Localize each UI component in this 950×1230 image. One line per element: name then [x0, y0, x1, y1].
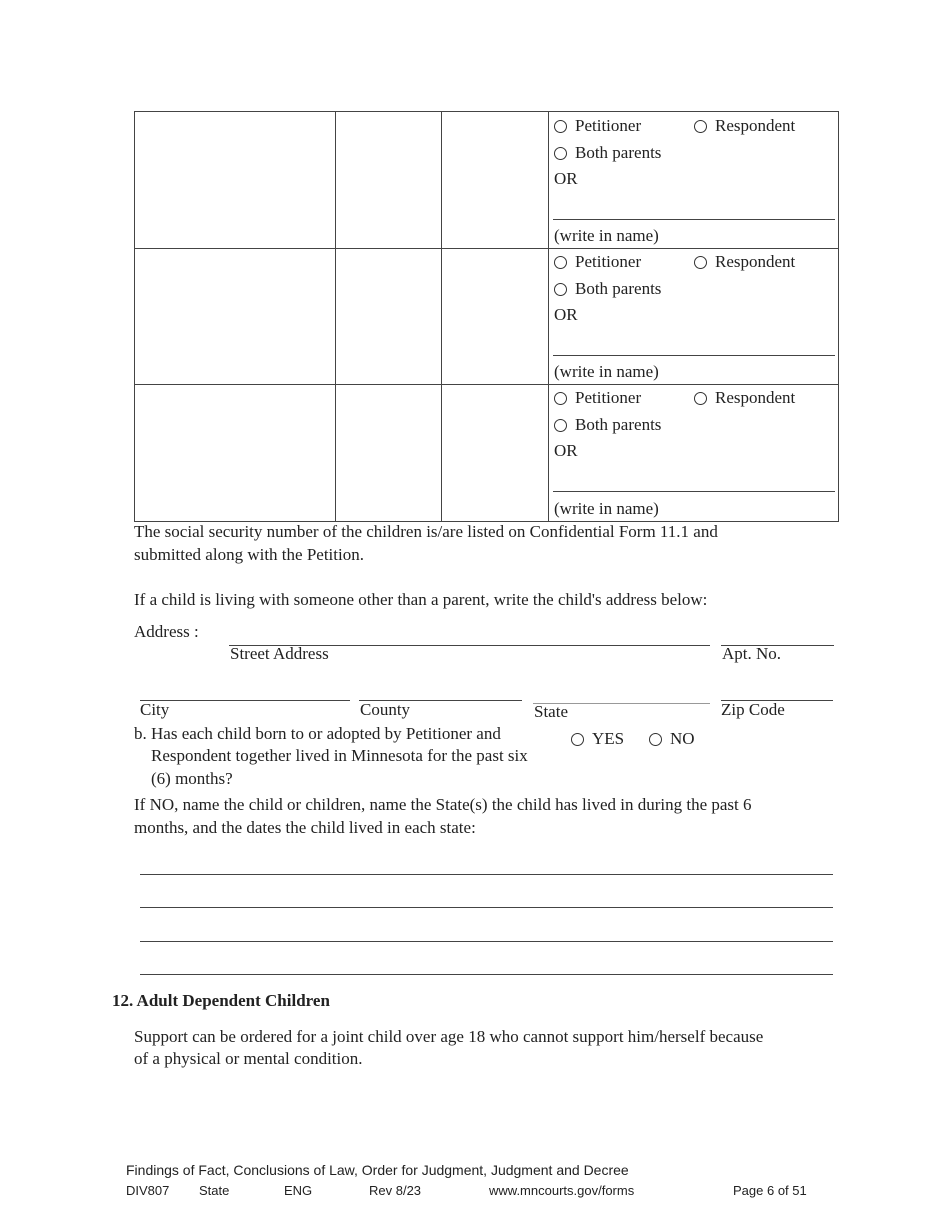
radio-label: Respondent: [715, 252, 796, 271]
street-address-label: Street Address: [230, 644, 329, 663]
radio-label: NO: [670, 729, 695, 748]
radio-circle-icon[interactable]: [649, 733, 662, 746]
radio-circle-icon[interactable]: [554, 283, 567, 296]
footer-language: ENG: [284, 1183, 313, 1198]
radio-circle-icon[interactable]: [694, 120, 707, 133]
radio-label: Both parents: [575, 143, 662, 162]
write-in-name-field[interactable]: [553, 491, 835, 492]
section-12-heading: 12. Adult Dependent Children: [112, 991, 330, 1010]
radio-circle-icon[interactable]: [571, 733, 584, 746]
radio-label: YES: [592, 729, 625, 748]
table-row: [135, 248, 838, 384]
radio-circle-icon[interactable]: [554, 256, 567, 269]
write-in-label: (write in name): [554, 226, 659, 245]
table-row: [135, 384, 838, 520]
radio-circle-icon[interactable]: [554, 419, 567, 432]
ssn-note-line2: submitted along with the Petition.: [134, 545, 364, 564]
question-b-line1: b. Has each child born to or adopted by Petitioner and: [134, 724, 501, 743]
radio-both-parents[interactable]: [554, 414, 661, 436]
footer-title: Findings of Fact, Conclusions of Law, Order for Judgment, Judgment and Decree: [126, 1162, 629, 1178]
write-in-label: (write in name): [554, 499, 659, 518]
radio-yes[interactable]: [571, 728, 624, 750]
answer-line[interactable]: [140, 974, 833, 975]
radio-no[interactable]: [649, 728, 695, 750]
or-text: OR: [554, 441, 578, 460]
state-label: State: [534, 702, 568, 721]
section-12-line2: of a physical or mental condition.: [134, 1049, 363, 1068]
if-no-line2: months, and the dates the child lived in each state:: [134, 818, 476, 837]
write-in-name-field[interactable]: [553, 355, 835, 356]
address-label: Address :: [134, 622, 199, 641]
if-no-line1: If NO, name the child or children, name the State(s) the child has lived in during the past 6: [134, 795, 752, 814]
custody-cell: [549, 112, 839, 248]
footer-jurisdiction: State: [199, 1183, 230, 1198]
footer-website-link[interactable]: www.mncourts.gov/forms: [489, 1183, 635, 1198]
city-label: City: [140, 700, 170, 719]
radio-circle-icon[interactable]: [554, 120, 567, 133]
radio-respondent[interactable]: [694, 387, 795, 409]
ssn-note-line1: The social security number of the children is/are listed on Confidential Form 11.1 and: [134, 522, 718, 541]
radio-circle-icon[interactable]: [554, 392, 567, 405]
radio-circle-icon[interactable]: [694, 392, 707, 405]
zip-code-label: Zip Code: [721, 700, 785, 719]
radio-petitioner[interactable]: [554, 115, 641, 137]
answer-line[interactable]: [140, 907, 833, 908]
question-b-line3: (6) months?: [151, 769, 233, 788]
radio-respondent[interactable]: [694, 251, 795, 273]
apt-no-label: Apt. No.: [722, 644, 782, 663]
or-text: OR: [554, 305, 578, 324]
or-text: OR: [554, 169, 578, 188]
question-b-line2: Respondent together lived in Minnesota for the past six: [151, 746, 528, 765]
radio-label: Respondent: [715, 388, 796, 407]
radio-both-parents[interactable]: [554, 278, 661, 300]
custody-table: [134, 111, 839, 522]
radio-respondent[interactable]: [694, 115, 795, 137]
write-in-name-field[interactable]: [553, 219, 835, 220]
radio-petitioner[interactable]: [554, 251, 641, 273]
radio-label: Respondent: [715, 116, 796, 135]
radio-label: Both parents: [575, 279, 662, 298]
radio-petitioner[interactable]: [554, 387, 641, 409]
answer-line[interactable]: [140, 874, 833, 875]
section-12-line1: Support can be ordered for a joint child over age 18 who cannot support him/herself because: [134, 1027, 764, 1046]
radio-label: Petitioner: [575, 252, 642, 271]
living-note: If a child is living with someone other than a parent, write the child's address below:: [134, 590, 708, 609]
county-label: County: [360, 700, 411, 719]
radio-circle-icon[interactable]: [694, 256, 707, 269]
radio-circle-icon[interactable]: [554, 147, 567, 160]
footer-form-code: DIV807: [126, 1183, 170, 1198]
radio-label: Both parents: [575, 415, 662, 434]
footer-page-number: Page 6 of 51: [733, 1183, 807, 1198]
city-field[interactable]: [140, 700, 350, 701]
answer-line[interactable]: [140, 941, 833, 942]
radio-label: Petitioner: [575, 388, 642, 407]
write-in-label: (write in name): [554, 362, 659, 381]
custody-cell: [549, 384, 839, 520]
custody-cell: [549, 248, 839, 384]
radio-both-parents[interactable]: [554, 142, 661, 164]
table-row: [135, 112, 838, 248]
radio-label: Petitioner: [575, 116, 642, 135]
footer-revision: Rev 8/23: [369, 1183, 422, 1198]
